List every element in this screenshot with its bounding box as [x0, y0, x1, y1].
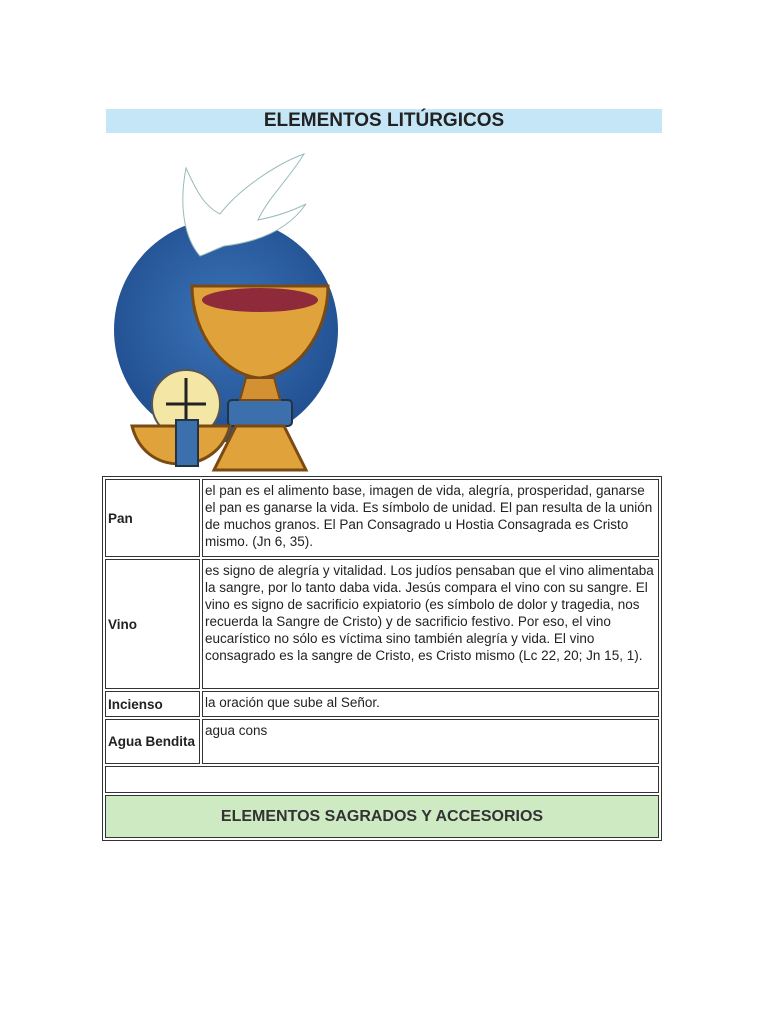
dove-chalice-host-icon — [108, 150, 344, 476]
wine-surface — [202, 288, 318, 312]
row-description-pan: el pan es el alimento base, imagen de vida, alegría, prosperidad, ganarse el pan es ganarse la vida. Es símbolo de unidad. El pan resulta de la unión de muchos granos. El Pan Consagrado u Hostia Consagrada es Cristo mismo. (Jn 6, 35). — [202, 479, 659, 557]
empty-cell — [105, 766, 659, 793]
candle — [176, 420, 198, 466]
row-description-agua-bendita: agua cons — [202, 719, 659, 764]
row-label-vino: Vino — [105, 559, 200, 689]
row-label-incienso: Incienso — [105, 691, 200, 717]
liturgical-elements-table — [102, 476, 662, 841]
page-title: ELEMENTOS LITÚRGICOS — [106, 109, 662, 133]
section-heading-row — [105, 795, 659, 838]
row-description-incienso: la oración que sube al Señor. — [202, 691, 659, 717]
table-row — [105, 691, 659, 717]
empty-row — [105, 766, 659, 793]
chalice-node — [228, 400, 292, 426]
row-label-pan: Pan — [105, 479, 200, 557]
table-row — [105, 479, 659, 557]
table-row — [105, 719, 659, 764]
row-label-agua-bendita: Agua Bendita — [105, 719, 200, 764]
row-description-vino: es signo de alegría y vitalidad. Los judíos pensaban que el vino alimentaba la sangre, por lo tanto daba vida. Jesús compara el vino con su sangre. El vino es signo de sacrificio expiatorio (es símbolo de dolor y tragedia, nos recuerda la Sangre de Cristo) y de sacrificio festivo. Por eso, el vino eucarístico no sólo es víctima sino también alegría y vida. El vino consagrado es la sangre de Cristo, es Cristo mismo (Lc 22, 20; Jn 15, 1). — [202, 559, 659, 689]
table-row — [105, 559, 659, 689]
section-heading: ELEMENTOS SAGRADOS Y ACCESORIOS — [105, 795, 659, 838]
